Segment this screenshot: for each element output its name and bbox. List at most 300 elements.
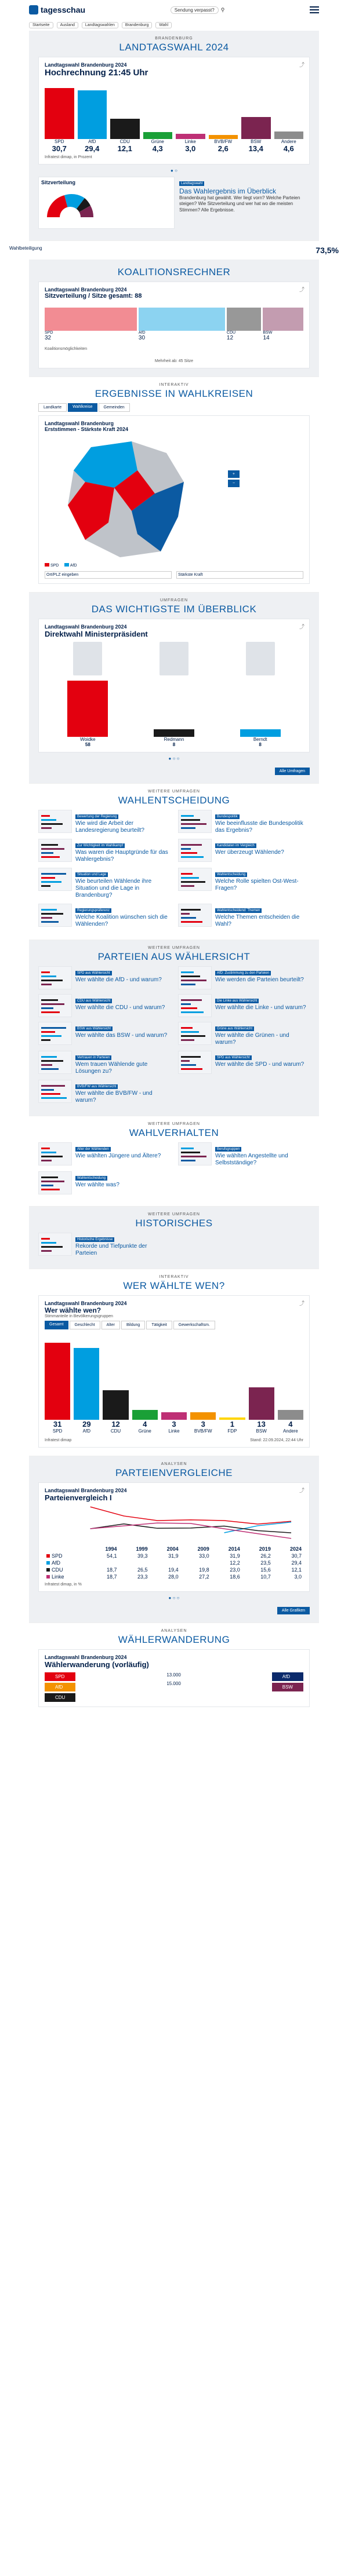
teaser-item[interactable]	[178, 966, 310, 989]
teaser-title[interactable]: Wer wählte was?	[75, 1182, 119, 1188]
data-label: 12,1	[117, 144, 132, 153]
teaser-cap: Historische Ergebnisse	[75, 1237, 114, 1242]
value-cell: 27,2	[199, 1574, 209, 1580]
teaser-title[interactable]: Wer wählte die BVB/FW - und warum?	[75, 1090, 153, 1104]
bar-afd	[74, 1348, 99, 1420]
thumb-bar	[41, 921, 59, 923]
thumb-bar	[181, 1003, 191, 1005]
koalition-hint: Koalitionsmöglichkeiten	[45, 347, 88, 351]
ww-card	[38, 1649, 310, 1707]
data-label: 30,7	[52, 144, 67, 153]
wer-waehlte-wen-section	[29, 1269, 319, 1456]
party-labels	[45, 1428, 303, 1434]
thumb-bar	[41, 975, 56, 977]
teaser-title[interactable]: Was waren die Hauptgründe für das Wahlergebnis?	[75, 849, 168, 863]
thumb-bar	[41, 1189, 60, 1190]
card-sub: Stimmanteile in Bevölkerungsgruppen	[45, 1314, 113, 1318]
carousel-dots[interactable]: ● ○	[171, 168, 177, 173]
candidate-photo	[73, 642, 102, 675]
wk-card	[38, 415, 310, 584]
teaser-item[interactable]	[38, 1233, 170, 1257]
bar-cdu	[110, 119, 140, 139]
thumb-bar	[41, 1007, 53, 1009]
tab-landkarte[interactable]: Landkarte	[38, 403, 67, 412]
thumb-bar	[41, 815, 50, 817]
teaser-cap: SPD aus Wählersicht	[75, 971, 112, 975]
legend-spd: SPD	[45, 563, 59, 568]
teaser-title[interactable]: Rekorde und Tiefpunkte der Parteien	[75, 1243, 147, 1256]
share-icon[interactable]: ⤴	[299, 1300, 304, 1306]
thumb-bar	[181, 913, 190, 915]
thumb-bar	[181, 999, 202, 1001]
search-input[interactable]: Ort/PLZ eingeben	[45, 571, 172, 579]
search-icon[interactable]: ⚲	[220, 6, 225, 13]
section-title: WÄHLERWANDERUNG	[118, 1634, 230, 1645]
waehlerwanderung-section	[29, 1623, 319, 1715]
teaser-text	[75, 839, 170, 863]
thumb-bar	[181, 1160, 195, 1161]
seat-bar[interactable]	[263, 308, 303, 331]
menu-icon[interactable]	[310, 6, 319, 13]
data-label: 2,6	[217, 144, 229, 153]
thumb-bar	[181, 1035, 205, 1037]
teaser-item[interactable]	[178, 1022, 310, 1046]
value-cell: 54,1	[106, 1553, 117, 1559]
subnav-item[interactable]: Brandenburg	[122, 22, 152, 28]
year-header: 1999	[136, 1546, 148, 1552]
subnav-item[interactable]: Ausland	[57, 22, 78, 28]
bar-redmann	[154, 729, 194, 737]
section-title: WAHLVERHALTEN	[129, 1127, 219, 1138]
value-cell: 15,6	[260, 1567, 271, 1573]
thumb-bar	[181, 844, 202, 846]
sitzverteilung-thumb[interactable]	[38, 177, 175, 229]
subnav-item[interactable]: Startseite	[29, 22, 53, 28]
group-tabs	[45, 1321, 303, 1329]
teaser-thumb	[178, 904, 212, 927]
teaser-text	[75, 1022, 167, 1046]
teaser-item[interactable]	[38, 966, 170, 989]
pv-card	[38, 1482, 310, 1592]
data-label: 3	[172, 1420, 176, 1428]
candidate-name: Woidke	[80, 737, 96, 742]
party-name: SPD	[45, 331, 53, 335]
teaser-title[interactable]: Wie beurteilen Wählende ihre Situation und die Lage in Brandenburg?	[75, 878, 152, 898]
flow-right	[272, 1672, 303, 1702]
thumb-bar	[41, 1085, 65, 1087]
tick-label: CDU	[110, 1428, 121, 1434]
candidate-value: 8	[259, 742, 262, 747]
data-label: 4	[143, 1420, 147, 1428]
teaser-text	[75, 1080, 170, 1104]
candidate-photos	[45, 642, 303, 675]
teaser-item[interactable]	[38, 1142, 170, 1167]
hochrechnung-chart	[45, 81, 303, 139]
thumb-bar	[41, 819, 56, 821]
teaser-desc: Brandenburg hat gewählt. Wer liegt vorn? Welche Parteien steigen? Wie Sitzverteilung und wer hat wo die meisten Stimmen? Alle Ergebnisse.	[179, 195, 300, 213]
section-title: HISTORISCHES	[135, 1218, 213, 1229]
value-cell: 29,4	[291, 1560, 302, 1566]
teaser-thumb	[178, 966, 212, 989]
tab-wahlkreise[interactable]: Wahlkreise	[68, 403, 97, 412]
seat-label	[139, 331, 225, 341]
teaser-item[interactable]	[178, 904, 310, 928]
tab-group[interactable]: Tätigkeit	[146, 1321, 172, 1329]
data-label: 4	[288, 1420, 293, 1428]
teaser-item[interactable]	[178, 839, 310, 863]
teaser-text	[75, 810, 170, 834]
teaser-text	[215, 1142, 310, 1167]
party-swatch	[46, 1568, 50, 1572]
tick-label: Andere	[282, 1428, 298, 1434]
alle-grafiken-button[interactable]: Alle Grafiken	[277, 1607, 310, 1614]
thumb-bar	[41, 1156, 63, 1157]
thumb-bar	[41, 1064, 52, 1066]
thumb-bar	[41, 1152, 56, 1153]
series-line-spd	[90, 1507, 291, 1524]
thumb-bar	[181, 921, 202, 923]
party-labels	[45, 139, 303, 144]
brandenburg-map[interactable]	[45, 436, 303, 563]
tab-gemeinden[interactable]: Gemeinden	[99, 403, 130, 412]
wk-tabs	[38, 403, 310, 412]
carousel-dots[interactable]: ● ○ ○	[168, 1595, 180, 1601]
tick-label: FDP	[227, 1428, 237, 1434]
teaser-title[interactable]: Wie wählten Angestellte und Selbstständige?	[215, 1153, 288, 1166]
header-center	[171, 6, 225, 14]
thumb-bar	[181, 1031, 199, 1033]
thumb-bar	[41, 1148, 50, 1149]
direktwahl-card	[38, 619, 310, 752]
teaser-cap: Wahlentscheidung	[75, 1176, 107, 1181]
teaser-thumb	[38, 994, 72, 1017]
teaser-title[interactable]: Wem trauen Wählende gute Lösungen zu?	[75, 1061, 148, 1075]
teaser-cap: Wahlentscheidend: Themen	[215, 908, 262, 913]
tab-group[interactable]: Bildung	[121, 1321, 145, 1329]
chart-source: Infratest dimap, in %	[45, 1583, 82, 1587]
thumb-bar	[41, 1097, 67, 1099]
thumb-bar	[41, 913, 63, 915]
card-kicker: Landtagswahl Brandenburg 2024	[45, 624, 127, 630]
teaser-item[interactable]	[38, 1022, 170, 1046]
teaser-row	[38, 177, 310, 229]
kicker: BRANDENBURG	[155, 36, 193, 41]
value-cell	[119, 1559, 150, 1566]
thumb-bar	[41, 823, 63, 825]
direktwahl-chart	[45, 679, 303, 737]
value-cell: 19,4	[168, 1567, 179, 1573]
teaser-cap: Wahlentscheidung	[215, 872, 247, 877]
share-icon[interactable]: ⤴	[299, 62, 304, 68]
kraft-select[interactable]: Stärkste Kraft	[176, 571, 303, 579]
flow-values	[166, 1672, 180, 1702]
teaser-item[interactable]	[178, 1051, 310, 1075]
party-cell: AfD	[45, 1559, 88, 1566]
teaser-text	[179, 177, 310, 229]
thumb-bar	[41, 1093, 60, 1095]
thumb-bar	[41, 1242, 56, 1244]
teaser-cap: Alter der Wählenden	[75, 1147, 111, 1152]
kicker: UMFRAGEN	[160, 598, 188, 602]
thumb-bar	[41, 848, 64, 850]
zoom-out-button[interactable]: −	[228, 480, 240, 487]
teaser-item[interactable]	[38, 994, 170, 1017]
direktwahl-labels	[45, 737, 303, 747]
teaser-text	[215, 810, 310, 834]
table-row	[45, 1559, 303, 1566]
subnav-item[interactable]: Landtagswahlen	[82, 22, 118, 28]
teaser-thumb	[38, 1051, 72, 1074]
seat-label	[227, 331, 262, 341]
teaser-title[interactable]: Wie wird die Arbeit der Landesregierung beurteilt?	[75, 820, 144, 834]
teaser-item[interactable]	[38, 904, 170, 928]
tab-group[interactable]: Alter	[102, 1321, 120, 1329]
thumb-bar	[41, 856, 60, 858]
teaser-title[interactable]: Wie beeinflusste die Bundespolitik das Ergebnis?	[215, 820, 303, 834]
koalition-labels	[45, 331, 303, 341]
thumb-bar	[181, 1039, 194, 1041]
teaser-title[interactable]: Wer wählte die CDU - und warum?	[75, 1004, 165, 1011]
tick-label: BSW	[251, 139, 262, 144]
wahlbeteiligung	[0, 241, 348, 260]
teaser-cap: BSW aus Wählersicht	[75, 1026, 113, 1031]
thumb-bar	[181, 1011, 204, 1013]
teaser-text	[75, 868, 170, 899]
koalitionsrechner-section	[29, 260, 319, 377]
year-header: 2019	[259, 1546, 271, 1552]
teaser-title[interactable]: Wer wählte die AfD - und warum?	[75, 977, 162, 983]
party-cell: CDU	[45, 1566, 88, 1573]
teaser-title[interactable]: Wer wählte die Grünen - und warum?	[215, 1032, 289, 1046]
thumb-bar	[181, 1156, 206, 1157]
thumb-bar	[181, 827, 195, 829]
wer-waehlte-chart	[45, 1333, 303, 1420]
value-cell: 39,3	[137, 1553, 148, 1559]
brand-logo[interactable]	[29, 5, 85, 14]
teaser-title[interactable]: Wer wählte die Linke - und warum?	[215, 1004, 306, 1011]
legend-afd: AfD	[64, 563, 77, 568]
card-title: Wer wählte wen?	[45, 1306, 102, 1314]
data-label: 1	[230, 1420, 235, 1428]
flow-node: SPD	[45, 1672, 75, 1681]
teaser-item[interactable]	[38, 810, 170, 834]
value-cell: 12,2	[230, 1560, 240, 1566]
teaser-item[interactable]	[178, 994, 310, 1017]
value-cell: 23,3	[137, 1574, 148, 1580]
thumb-bar	[181, 1027, 193, 1029]
section-title: LANDTAGSWAHL 2024	[119, 42, 229, 53]
value-cell: 28,0	[168, 1574, 179, 1580]
teaser-item[interactable]	[38, 839, 170, 863]
kicker: WEITERE UMFRAGEN	[148, 790, 200, 794]
data-label: 13,4	[248, 144, 263, 153]
teaser-text	[215, 966, 304, 989]
teaser-cap: Berufsgruppen	[215, 1147, 241, 1152]
thumb-bar	[41, 1246, 63, 1248]
teaser-title[interactable]: Wer überzeugt Wählende?	[215, 849, 284, 856]
teaser-title[interactable]: Welche Rolle spielten Ost-West-Fragen?	[215, 878, 299, 891]
tick-label: Linke	[168, 1428, 180, 1434]
seat-count: 32	[45, 335, 52, 341]
thumb-bar	[181, 971, 194, 973]
thumb-bar	[181, 815, 194, 817]
seat-bar[interactable]	[45, 308, 137, 331]
data-label: 3	[201, 1420, 205, 1428]
hochrechnung-card	[38, 57, 310, 165]
thumb-bar	[41, 1176, 58, 1178]
historisches-section	[29, 1207, 319, 1269]
brand-name: tagesschau	[41, 5, 86, 14]
tab-group[interactable]: Geschlecht	[70, 1321, 100, 1329]
teaser-item[interactable]	[38, 868, 170, 899]
tab-group[interactable]: Gesamt	[45, 1321, 68, 1329]
teaser-title[interactable]: Welche Themen entscheiden die Wahl?	[215, 914, 300, 927]
thumb-bar	[41, 1068, 59, 1070]
data-label: 12	[111, 1420, 120, 1428]
teaser-cap: Zur Wichtigkeit im Wahlkampf	[75, 843, 125, 848]
thumb-bar	[41, 881, 61, 883]
value-cell: 23,5	[260, 1560, 271, 1566]
card-footer	[45, 1438, 303, 1442]
teaser-title[interactable]: Wer wählte das BSW - und warum?	[75, 1032, 168, 1039]
zoom-in-button[interactable]: +	[228, 470, 240, 478]
tick-label: Linke	[184, 139, 196, 144]
map-filters	[45, 571, 303, 579]
candidate-name: Berndt	[253, 737, 267, 742]
teaser-grid	[38, 966, 310, 1104]
card-title: Sitzverteilung / Sitze gesamt: 88	[45, 293, 142, 299]
thumb-bar	[41, 1185, 53, 1186]
thumb-bar	[181, 975, 200, 977]
candidate-photo	[160, 642, 188, 675]
thumb-bar	[41, 1238, 50, 1240]
teaser-item[interactable]	[178, 868, 310, 899]
teaser-title[interactable]: Wer wählte die SPD - und warum?	[215, 1061, 304, 1068]
section-title: KOALITIONSRECHNER	[117, 266, 231, 277]
teaser-cap: Situation und Lage	[75, 872, 108, 877]
teaser-cap: Grüne aus Wählersicht	[215, 1026, 254, 1031]
teaser-thumb	[38, 1080, 72, 1103]
data-label: 31	[53, 1420, 62, 1428]
teaser-item[interactable]	[38, 1080, 170, 1104]
flow-left	[45, 1672, 75, 1702]
thumb-bar	[41, 909, 57, 911]
flow-diagram	[45, 1672, 303, 1702]
teaser-cap: CDU aus Wählersicht	[75, 999, 112, 1003]
teaser-cap: SPD aus Wählersicht	[215, 1055, 252, 1060]
bar-berndt	[240, 729, 281, 737]
teaser-title[interactable]: Wie wählten Jüngere und Ältere?	[75, 1153, 161, 1159]
share-icon[interactable]: ⤴	[299, 287, 304, 293]
teaser-text	[75, 1051, 170, 1075]
sendung-verpasst-link[interactable]: Sendung verpasst?	[171, 6, 219, 14]
tick-label: AfD	[88, 139, 96, 144]
flow-value: 15.000	[166, 1681, 181, 1686]
teaser-link[interactable]: Das Wahlergebnis im Überblick	[179, 187, 276, 195]
teaser-text	[75, 966, 162, 989]
teaser-thumb	[38, 1142, 72, 1165]
kicker: INTERAKTIV	[159, 1275, 189, 1279]
bar-linke	[161, 1412, 187, 1420]
teaser-title[interactable]: Welche Koalition wünschen sich die Wählenden?	[75, 914, 168, 927]
party-swatch	[46, 1561, 50, 1565]
teaser-thumb	[38, 839, 72, 862]
data-label: 4,6	[283, 144, 294, 153]
thumb-bar	[41, 1027, 66, 1029]
thumb-bar	[181, 819, 200, 821]
teaser-title[interactable]: Wie werden die Parteien beurteilt?	[215, 977, 304, 983]
teaser-text	[215, 839, 284, 863]
teaser-cap: Vertrauen in Parteien	[75, 1055, 111, 1060]
alle-umfragen-button[interactable]: Alle Umfragen	[275, 768, 310, 775]
tick-label: SPD	[55, 139, 64, 144]
bar-afd	[78, 90, 107, 139]
thumb-bar	[181, 877, 199, 879]
thumb-bar	[181, 1064, 196, 1066]
thumb-bar	[181, 848, 191, 850]
value-cell	[150, 1559, 180, 1566]
mehrheit-label: Mehrheit ab: 45 Sitze	[154, 359, 194, 363]
tab-group[interactable]: Gewerkschaftsm.	[173, 1321, 215, 1329]
koalition-bars	[45, 308, 303, 331]
carousel-dots[interactable]: ● ○ ○	[168, 756, 180, 761]
party-name: AfD	[138, 331, 146, 335]
teaser-item[interactable]	[178, 810, 310, 834]
party-cell: Linke	[45, 1573, 88, 1580]
teaser-grid	[38, 1142, 310, 1194]
wahlverhalten-section	[29, 1116, 319, 1207]
teaser-cap: Kandidaten im Vergleich	[215, 843, 256, 848]
kicker: INTERAKTIV	[159, 383, 189, 387]
thumb-bar	[181, 881, 205, 883]
parteienvergleich-section	[29, 1456, 319, 1623]
share-icon[interactable]: ⤴	[299, 1488, 304, 1493]
teaser-text	[75, 1233, 170, 1257]
thumb-bar	[181, 984, 195, 985]
teaser-item[interactable]	[38, 1051, 170, 1075]
thumb-bar	[181, 1068, 202, 1070]
thumb-bar	[41, 1039, 50, 1041]
subnav-item[interactable]: Wahl	[155, 22, 172, 28]
data-label: 13	[257, 1420, 266, 1428]
teaser-text	[215, 1051, 304, 1075]
share-icon[interactable]: ⤴	[299, 624, 304, 630]
teaser-item[interactable]	[38, 1171, 170, 1194]
teaser-item[interactable]	[178, 1142, 310, 1167]
thumb-bar	[181, 856, 204, 858]
thumb-bar	[41, 1160, 52, 1161]
breadcrumb	[0, 20, 348, 31]
value-cell: 18,7	[106, 1567, 117, 1573]
seat-bar[interactable]	[139, 308, 225, 331]
seat-label	[263, 331, 303, 341]
teaser-thumb	[178, 868, 212, 891]
card-kicker: Landtagswahl Brandenburg 2024	[45, 1654, 127, 1660]
year-header: 2009	[197, 1546, 209, 1552]
tick-label: BSW	[256, 1428, 267, 1434]
chart-source: Infratest dimap, in Prozent	[45, 155, 92, 159]
pv-line-chart	[45, 1502, 303, 1543]
seat-bar[interactable]	[227, 308, 262, 331]
teaser-thumb	[178, 994, 212, 1017]
thumb-bar	[181, 852, 197, 854]
thumb-bar	[181, 1007, 197, 1009]
bar-grne	[132, 1410, 158, 1420]
card-title: Wählerwanderung (vorläufig)	[45, 1660, 149, 1669]
teaser-thumb	[38, 904, 72, 927]
value-cell: 26,2	[260, 1553, 271, 1559]
flow-node: AfD	[272, 1672, 303, 1681]
